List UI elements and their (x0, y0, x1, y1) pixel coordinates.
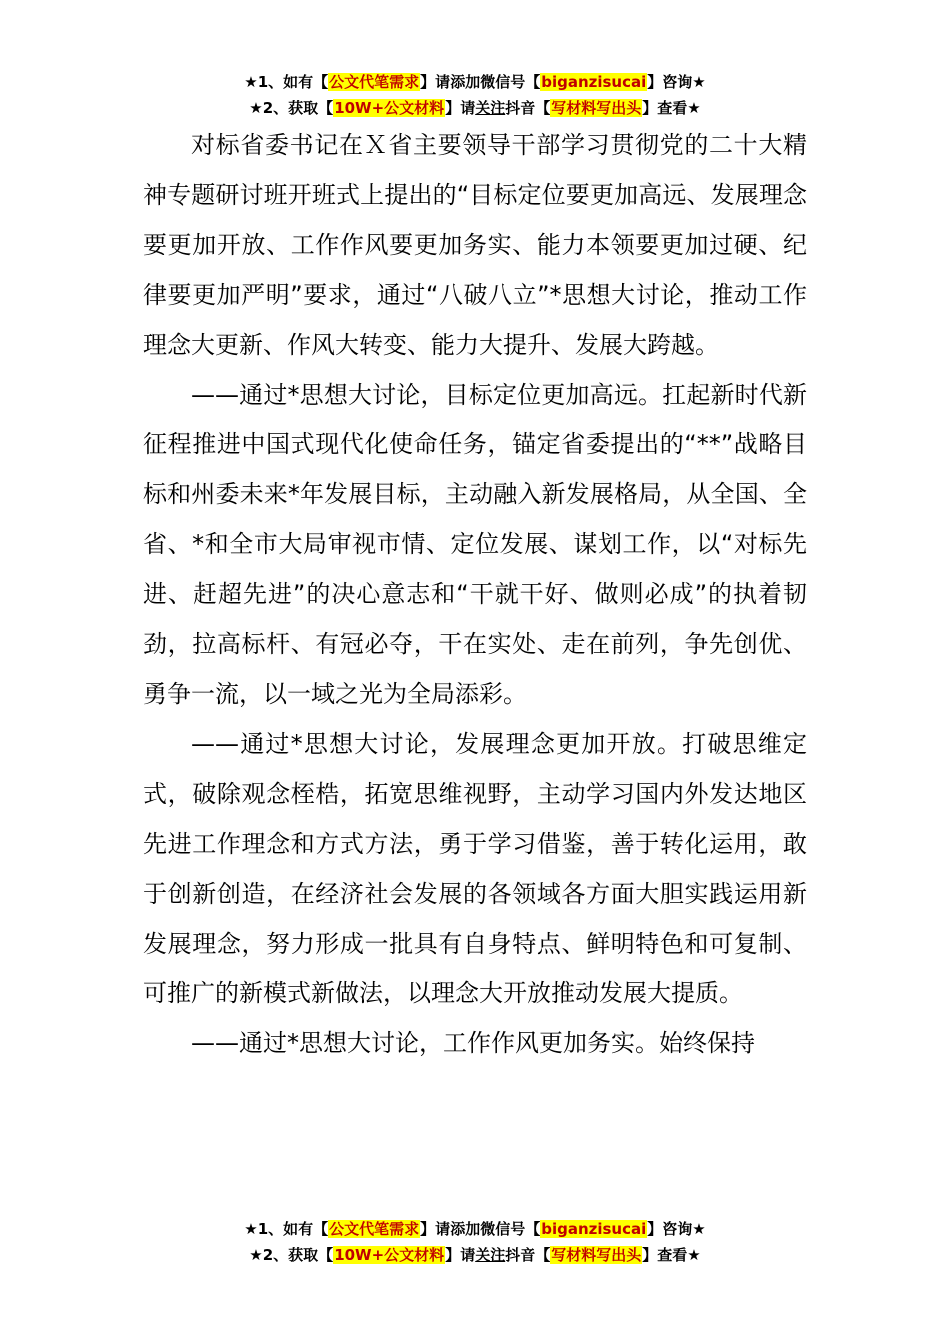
paragraph-goal: ——通过*思想大讨论，目标定位更加高远。扛起新时代新征程推进中国式现代化使命任务，锚定省委提出的“**”战略目标和州委未来*年发展目标，主动融入新发展格局，从全国、全省、*和全市大局审视市情、定位发展、谋划工作，以“对标先进、赶超先进”的决心意志和“干就干好、做则必成”的执着韧劲，拉高标杆、有冠必夺，干在实处、走在前列，争先创优、勇争一流，以一域之光为全局添彩。 (143, 380, 807, 708)
banner-line-2 (0, 1242, 950, 1268)
banner-douyin-id: 写材料写出头 (551, 1246, 642, 1264)
banner-emphasis: 关注 (475, 99, 506, 117)
banner-text: ★1、如有【 (244, 1220, 329, 1238)
banner-wechat-id: biganzisucai (541, 73, 647, 91)
banner-text: 】咨询★ (647, 73, 706, 91)
banner-text: 】请 (445, 99, 476, 117)
banner-line-1 (0, 1216, 950, 1242)
banner-emphasis: 关注 (475, 1246, 506, 1264)
banner-text: 】请 (420, 1220, 451, 1238)
banner-text: 】查看★ (642, 1246, 701, 1264)
banner-wechat-id: biganzisucai (541, 1220, 647, 1238)
banner-highlight: 10W+公文材料 (334, 1246, 445, 1264)
banner-text: 】请 (420, 73, 451, 91)
banner-highlight: 公文代笔需求 (329, 1220, 420, 1238)
banner-text: 】咨询★ (647, 1220, 706, 1238)
banner-emphasis: 添加 (450, 73, 481, 91)
footer-banner (0, 1216, 950, 1268)
banner-text: ★1、如有【 (244, 73, 329, 91)
paragraph-openness: ——通过*思想大讨论，发展理念更加开放。打破思维定式，破除观念桎梏，拓宽思维视野，主动学习国内外发达地区先进工作理念和方式方法，勇于学习借鉴，善于转化运用，敢于创新创造，在经济社会发展的各领域各方面大胆实践运用新发展理念，努力形成一批具有自身特点、鲜明特色和可复制、可推广的新模式新做法，以理念大开放推动发展大提质。 (143, 729, 807, 1008)
banner-text: ★2、获取【 (249, 1246, 334, 1264)
banner-douyin-id: 写材料写出头 (551, 99, 642, 117)
document-body (143, 121, 807, 1069)
banner-text: 微信号【 (480, 73, 541, 91)
banner-text: 微信号【 (480, 1220, 541, 1238)
banner-text: 】查看★ (642, 99, 701, 117)
banner-highlight: 10W+公文材料 (334, 99, 445, 117)
banner-text: 抖音【 (505, 1246, 551, 1264)
paragraph-work-style: ——通过*思想大讨论，工作作风更加务实。始终保持 (191, 1029, 755, 1058)
banner-highlight: 公文代笔需求 (329, 73, 420, 91)
banner-text: 抖音【 (505, 99, 551, 117)
banner-text: ★2、获取【 (249, 99, 334, 117)
banner-line-2 (0, 95, 950, 121)
banner-line-1 (0, 69, 950, 95)
banner-emphasis: 添加 (450, 1220, 481, 1238)
paragraph-intro: 对标省委书记在Ｘ省主要领导干部学习贯彻党的二十大精神专题研讨班开班式上提出的“目标定位要更加高远、发展理念要更加开放、工作作风要更加务实、能力本领要更加过硬、纪律要更加严明”要求，通过“八破八立”*思想大讨论，推动工作理念大更新、作风大转变、能力大提升、发展大跨越。 (143, 131, 807, 359)
header-banner (0, 69, 950, 121)
banner-text: 】请 (445, 1246, 476, 1264)
